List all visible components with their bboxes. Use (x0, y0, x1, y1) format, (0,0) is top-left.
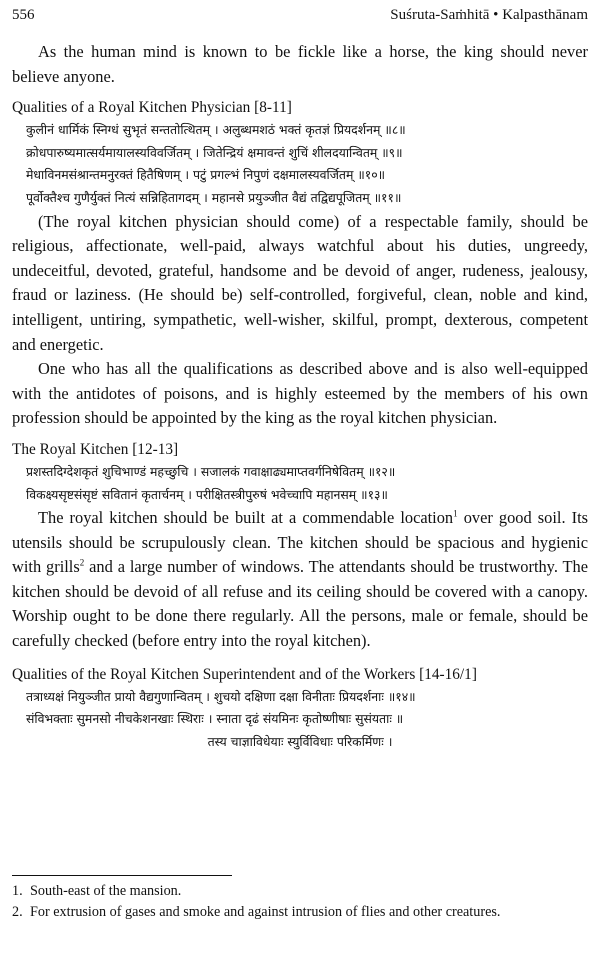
footnote-divider (12, 875, 232, 876)
verse-line: संविभक्ताः सुमनसो नीचकेशनखाः स्थिराः । स्नाता दृढं संयमिनः कृतोष्णीषाः सुसंयताः ॥ (26, 711, 404, 727)
verse-line: पूर्वोक्तैश्च गुणैर्युक्तं नित्यं सन्निहितागदम् । महानसे प्रयुञ्जीत वैद्यं तद्विद्यपूजितम् ॥११॥ (26, 189, 402, 205)
translation-paragraph: One who has all the qualifications as described above and is also well-equipped with the antidotes of poisons, and is highly esteemed by the members of his own profession should be appointed by the king as the royal kitchen physician. (12, 359, 588, 428)
section-heading: Qualities of the Royal Kitchen Superintendent and of the Workers [14-16/1] (12, 665, 477, 683)
paragraph-text: over good soil. Its utensils should be scrupulously clean. The kitchen should be spacious and hygienic with grills (12, 508, 589, 577)
verse-line: मेधाविनमसंश्रान्तमनुरक्तं हितैषिणम् । पटुं प्रगल्भं निपुणं दक्षमालस्यवर्जितम् ॥१०॥ (26, 167, 386, 183)
sanskrit-verses (12, 119, 588, 209)
running-title: Suśruta-Saṁhitā • Kalpasthānam (390, 7, 588, 23)
footnote-text: South-east of the mansion. (30, 883, 182, 899)
footnote (12, 902, 588, 923)
footnotes (12, 881, 588, 923)
translation-paragraph (12, 506, 588, 654)
paragraph-text: The royal kitchen should be built at a commendable location (38, 508, 454, 528)
footnote-marker: 1 (453, 508, 458, 519)
footnote-marker: 2 (79, 557, 85, 568)
footnote-number: 2. (12, 904, 23, 920)
page-number: 556 (12, 7, 35, 23)
section-heading: Qualities of a Royal Kitchen Physician [8-11] (12, 99, 292, 117)
intro-paragraph: As the human mind is known to be fickle like a horse, the king should never believe anyone. (12, 42, 588, 86)
verse-line: तस्य चाज्ञाविधेयाः स्युर्विविधाः परिकर्मिणः । (207, 733, 393, 749)
footnote-number: 1. (12, 883, 23, 899)
section-heading: The Royal Kitchen [12-13] (12, 440, 179, 458)
verse-line: कुलीनं धार्मिकं स्निग्धं सुभृतं सन्ततोत्थितम् । अलुब्धमशठं भक्तं कृतज्ञं प्रियदर्शनम् ॥८॥ (26, 122, 406, 138)
verse-line: क्रोधपारुष्यमात्सर्यमायालस्यविवर्जितम् । जितेन्द्रियं क्षमावन्तं शुचिं शीलदयान्वितम् ॥९॥ (26, 144, 403, 160)
footnote-text: For extrusion of gases and smoke and against intrusion of flies and other creatures. (30, 904, 501, 920)
verse-line: तत्राध्यक्षं नियुञ्जीत प्रायो वैद्यगुणान्वितम् । शुचयो दक्षिणा दक्षा विनीताः प्रियदर्शनाः ॥१४॥ (26, 688, 416, 704)
verse-line: विकक्ष्यसृष्टसंसृष्टं सवितानं कृतार्चनम् । परीक्षितस्त्रीपुरुषं भवेच्चापि महानसम् ॥१३॥ (26, 486, 388, 502)
verse-line: प्रशस्तदिग्देशकृतं शुचिभाण्डं महच्छुचि । सजालकं गवाक्षाढ्यमाप्तवर्गनिषेवितम् ॥१२॥ (26, 463, 396, 479)
footnote (12, 881, 588, 902)
paragraph-text: and a large number of windows. The attendants should be trustworthy. The kitchen should be devoid of all refuse and its ceiling should be covered with a canopy. Worship ought to be done there regularly. All the persons, male or female, should be carefully checked (before entry into the royal kitchen). (12, 557, 588, 651)
running-head (12, 6, 588, 24)
sanskrit-verses (12, 686, 588, 754)
translation-paragraph: (The royal kitchen physician should come) of a respectable family, should be religious, affectionate, well-paid, always watchful about his duties, ungreedy, undeceitful, devoted, grateful, handsome and be devoid of anger, rudeness, jealousy, fraud or laziness. (He should be) self-controlled, forgiveful, clean, noble and kind, intelligent, untiring, sympathetic, well-wisher, skilful, prompt, dexterous, competent and energetic. (12, 211, 588, 354)
page-body (12, 40, 588, 753)
sanskrit-verses (12, 461, 588, 506)
